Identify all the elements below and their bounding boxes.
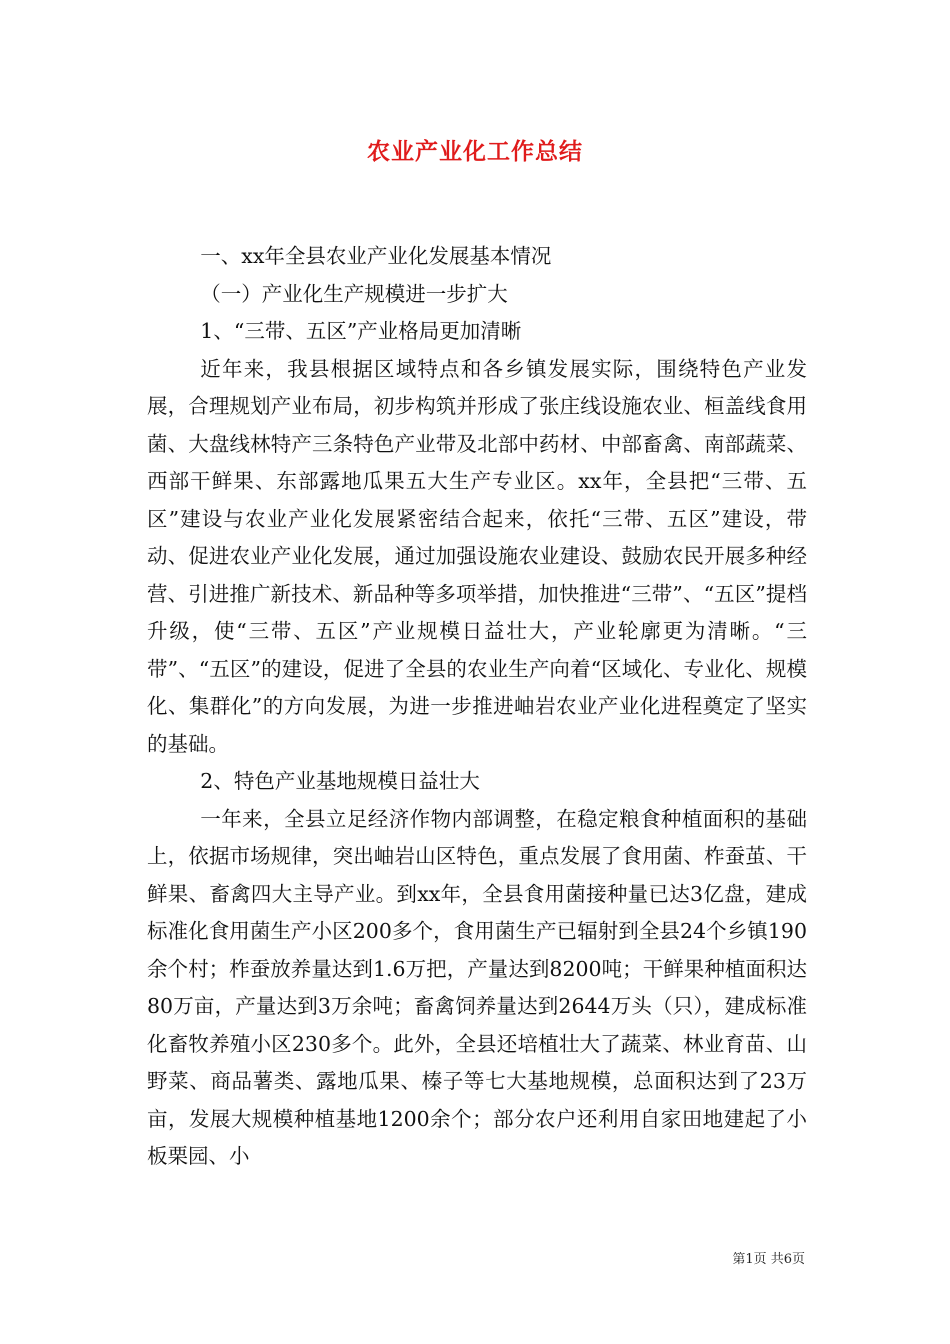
section-heading: 一、xx年全县农业产业化发展基本情况 — [200, 244, 552, 268]
body-paragraph: 一年来，全县立足经济作物内部调整，在稳定粮食种植面积的基础上，依据市场规律，突出岫岩山区特色，重点发展了食用菌、柞蚕茧、干鲜果、畜禽四大主导产业。到xx年，全县食用菌接种量已达3亿盘，建成标准化食用菌生产小区200多个，食用菌生产已辐射到全县24个乡镇190余个村；柞蚕放养量达到1.6万把，产量达到8200吨；干鲜果种植面积达80万亩，产量达到3万余吨；畜禽饲养量达到2644万头（只），建成标准化畜牧养殖小区230多个。此外，全县还培植壮大了蔬菜、林业育苗、山野菜、商品薯类、露地瓜果、榛子等七大基地规模，总面积达到了23万亩，发展大规模种植基地1200余个；部分农户还利用自家田地建起了小板栗园、小 — [147, 806, 807, 1168]
page-number: 第1页 共6页 — [732, 1252, 805, 1267]
item-heading: 1、“三带、五区”产业格局更加清晰 — [200, 319, 522, 343]
document-body — [147, 238, 807, 1176]
subsection-heading: （一）产业化生产规模进一步扩大 — [200, 281, 508, 306]
body-paragraph: 近年来，我县根据区域特点和各乡镇发展实际，围绕特色产业发展，合理规划产业布局，初步构筑并形成了张庄线设施农业、桓盖线食用菌、大盘线林特产三条特色产业带及北部中药材、中部畜禽、南部蔬菜、西部干鲜果、东部露地瓜果五大生产专业区。xx年，全县把“三带、五区”建设与农业产业化发展紧密结合起来，依托“三带、五区”建设，带动、促进农业产业化发展，通过加强设施农业建设、鼓励农民开展多种经营、引进推广新技术、新品种等多项举措，加快推进“三带”、“五区”提档升级，使“三带、五区”产业规模日益壮大，产业轮廓更为清晰。“三带”、“五区”的建设，促进了全县的农业生产向着“区域化、专业化、规模化、集群化”的方向发展，为进一步推进岫岩农业产业化进程奠定了坚实的基础。 — [147, 356, 807, 756]
item-heading: 2、特色产业基地规模日益壮大 — [200, 769, 480, 793]
document-title: 农业产业化工作总结 — [367, 138, 583, 165]
